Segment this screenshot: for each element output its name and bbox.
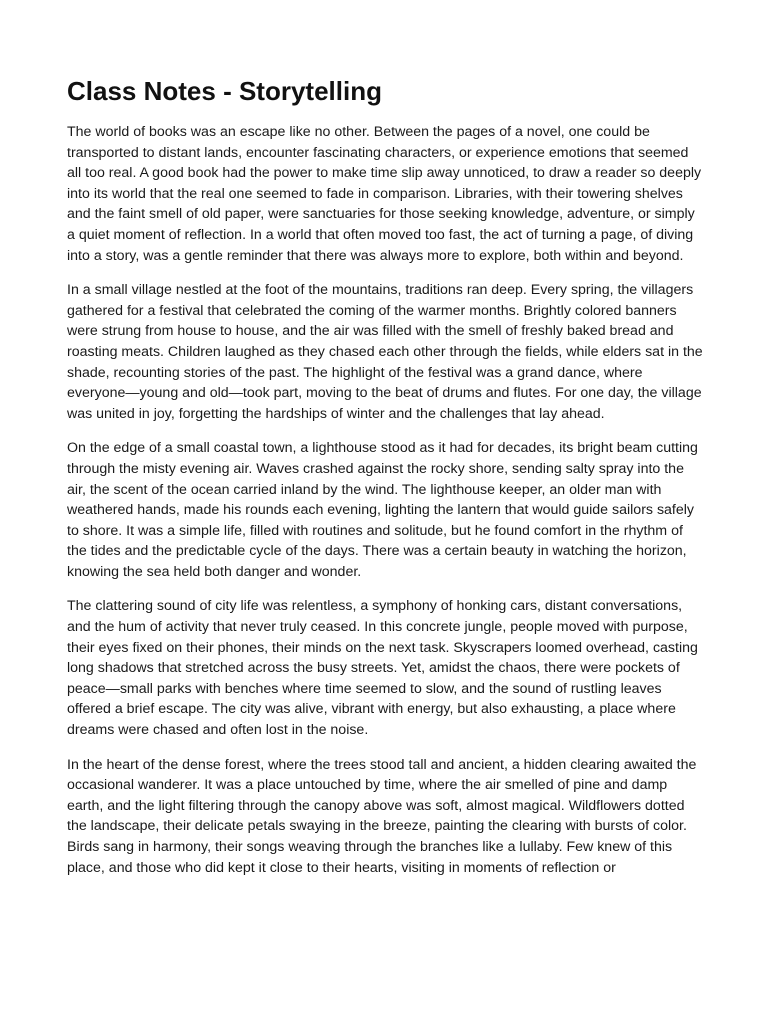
- paragraph-lighthouse: On the edge of a small coastal town, a lighthouse stood as it had for decades, its bright beam cutting through the misty evening air. Waves crashed against the rocky shore, sending salty spray into the air, the scent of the ocean carried inland by the wind. The lighthouse keeper, an older man with weathered hands, made his rounds each evening, lighting the lantern that would guide sailors safely to shore. It was a simple life, filled with routines and solitude, but he found comfort in the rhythm of the tides and the predictable cycle of the days. There was a certain beauty in watching the horizon, knowing the sea held both danger and wonder.: [67, 440, 698, 580]
- page-title: Class Notes - Storytelling: [67, 76, 382, 106]
- paragraph-city: The clattering sound of city life was relentless, a symphony of honking cars, distant conversations, and the hum of activity that never truly ceased. In this concrete jungle, people moved with purpose, their eyes fixed on their phones, their minds on the next task. Skyscrapers loomed overhead, casting long shadows that stretched across the busy streets. Yet, amidst the chaos, there were pockets of peace—small parks with benches where time seemed to slow, and the sound of rustling leaves offered a brief escape. The city was alive, vibrant with energy, but also exhausting, a place where dreams were chased and often lost in the noise.: [67, 598, 698, 739]
- paragraph-village: In a small village nestled at the foot of the mountains, traditions ran deep. Every spring, the villagers gathered for a festival that celebrated the coming of the warmer months. Brightly colored banners were strung from house to house, and the air was filled with the smell of freshly baked bread and roasting meats. Children laughed as they chased each other through the fields, while elders sat in the shade, recounting stories of the past. The highlight of the festival was a grand dance, where everyone—young and old—took part, moving to the beat of drums and flutes. For one day, the village was united in joy, forgetting the hardships of winter and the challenges that lay ahead.: [67, 282, 703, 422]
- paragraph-forest: In the heart of the dense forest, where the trees stood tall and ancient, a hidden clearing awaited the occasional wanderer. It was a place untouched by time, where the air smelled of pine and damp earth, and the light filtering through the canopy above was soft, almost magical. Wildflowers dotted the landscape, their delicate petals swaying in the breeze, painting the clearing with bursts of color. Birds sang in harmony, their songs weaving through the branches like a lullaby. Few knew of this place, and those who did kept it close to their hearts, visiting in moments of reflection or: [67, 756, 697, 876]
- paragraph-books: The world of books was an escape like no other. Between the pages of a novel, one could be transported to distant lands, encounter fascinating characters, or experience emotions that seemed all too real. A good book had the power to make time slip away unnoticed, to draw a reader so deeply into its world that the real one seemed to fade in comparison. Libraries, with their towering shelves and the faint smell of old paper, were sanctuaries for those seeking knowledge, adventure, or simply a quiet moment of reflection. In a world that often moved too fast, the act of turning a page, of diving into a story, was a gentle reminder that there was always more to explore, both within and beyond.: [67, 124, 702, 264]
- document-body: [67, 122, 703, 892]
- document-page: [67, 74, 703, 892]
